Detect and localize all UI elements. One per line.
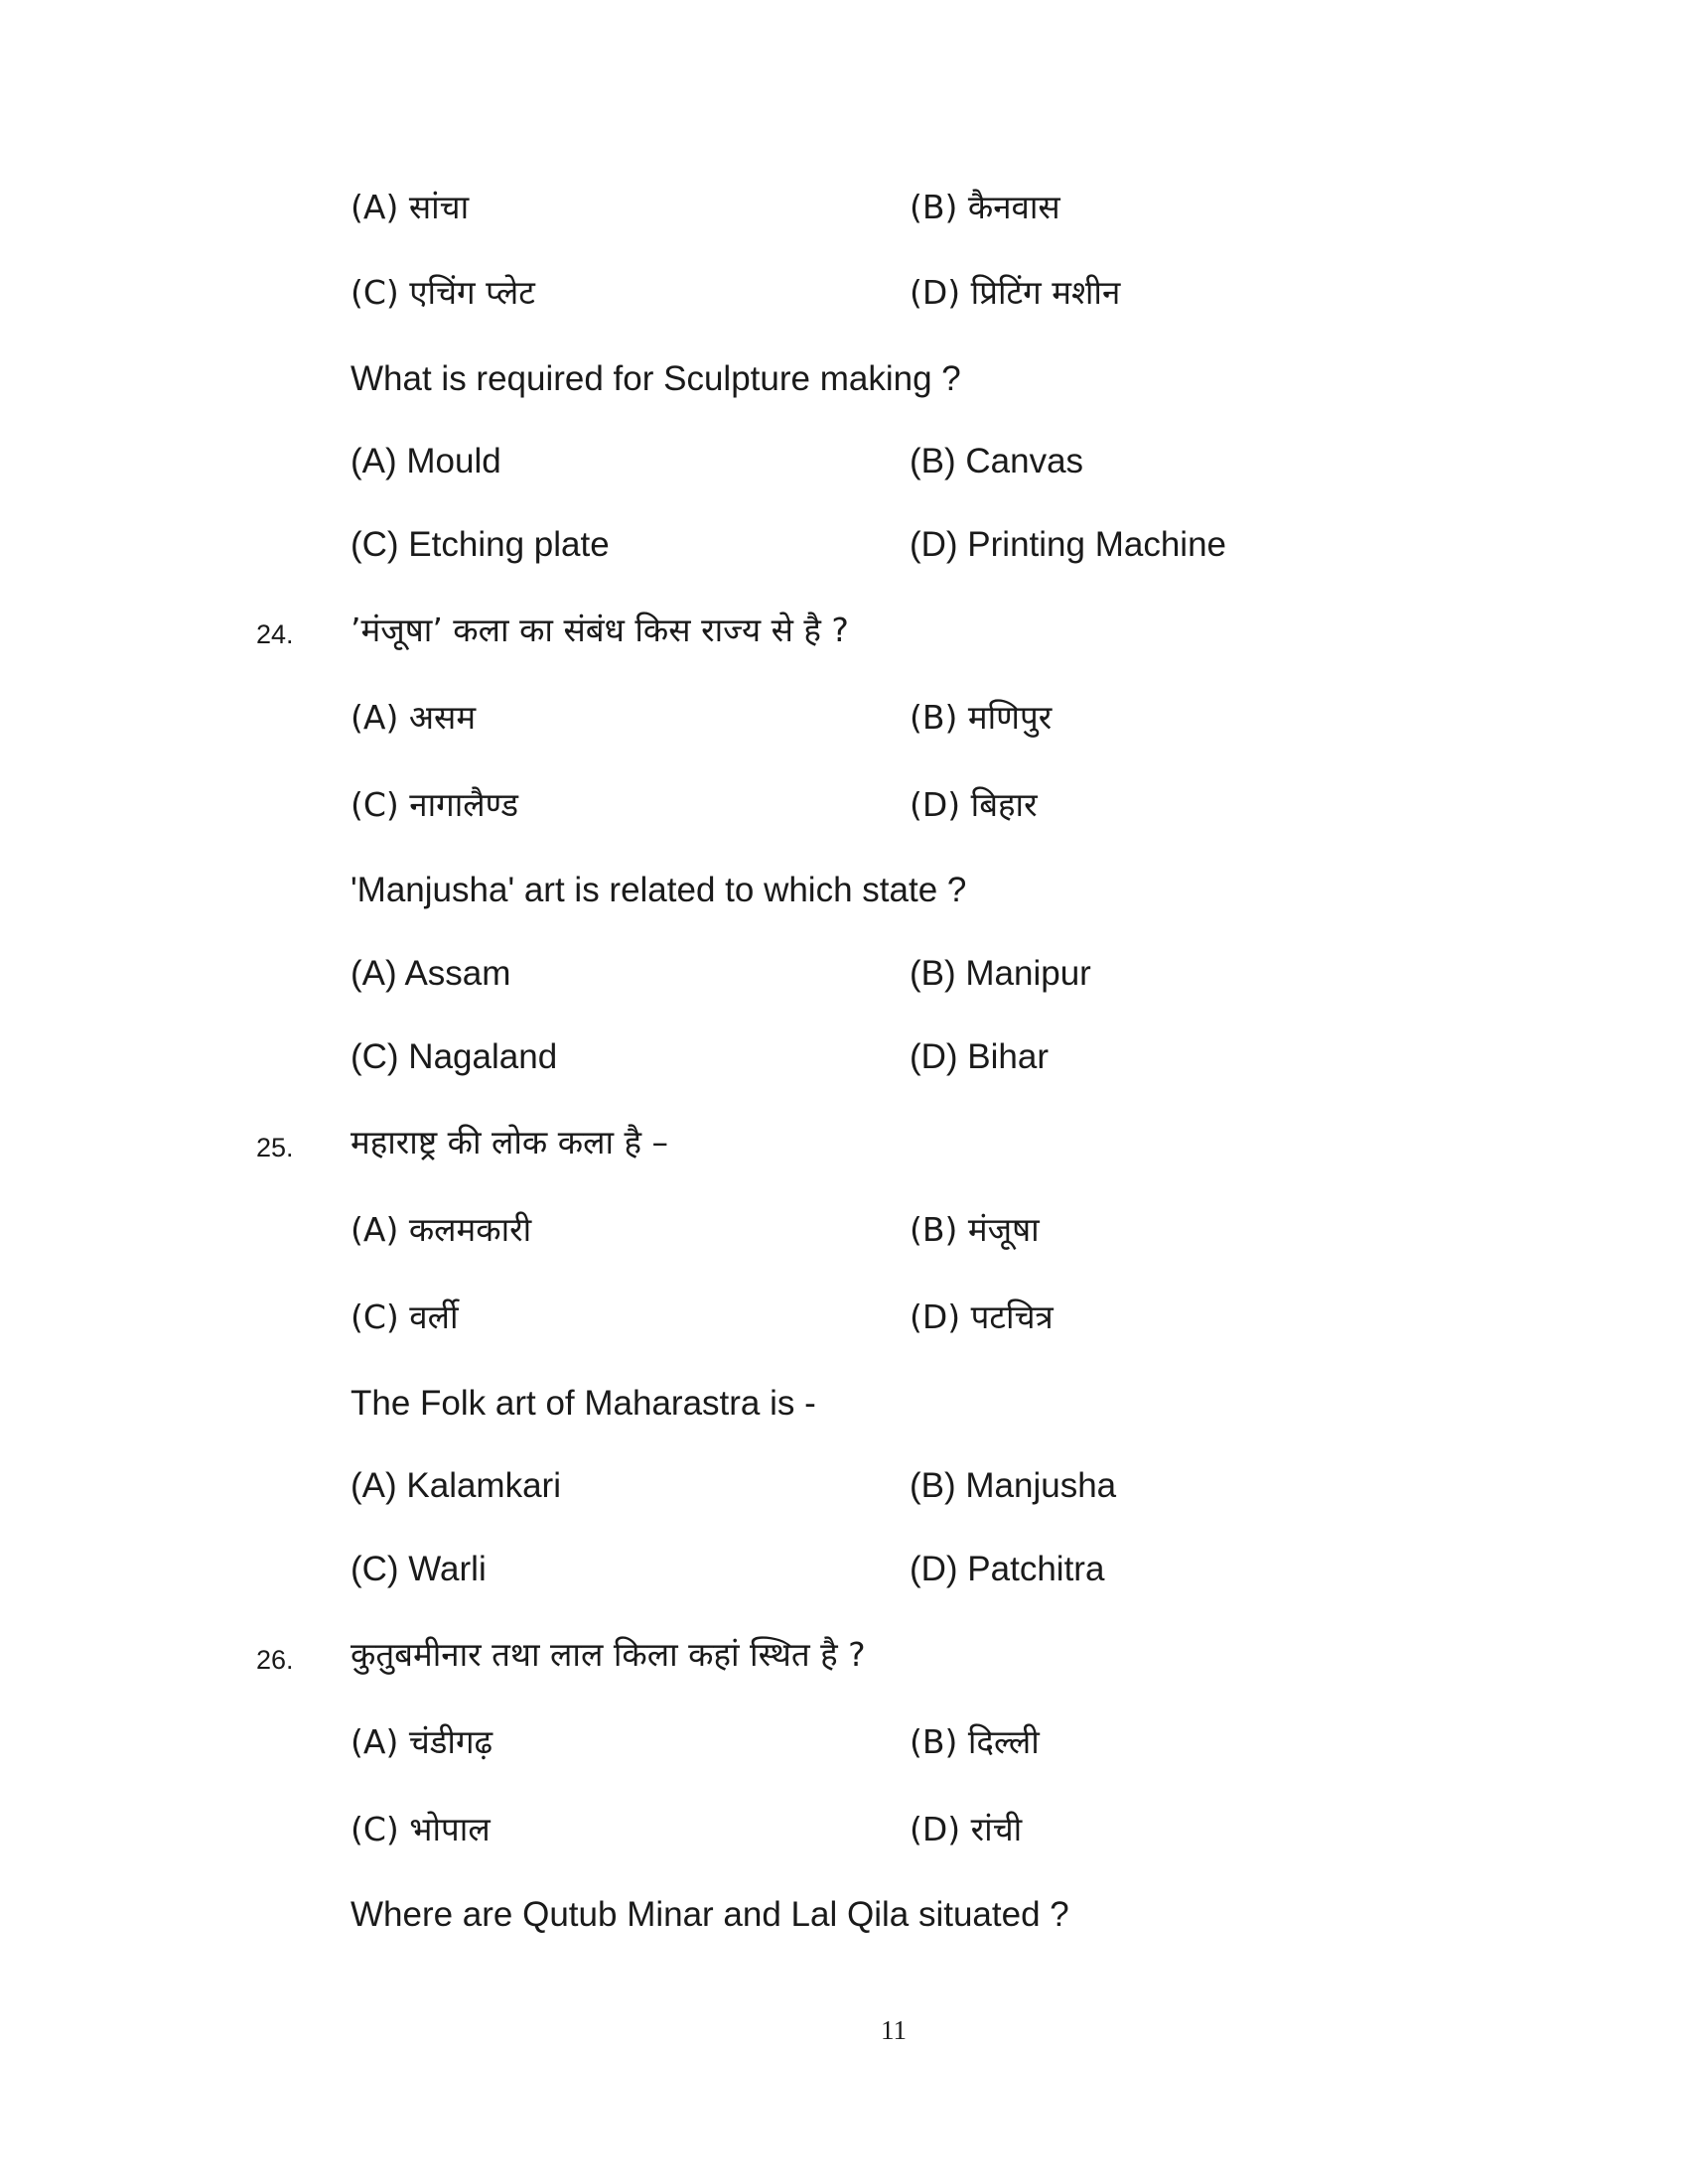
q24-english-option-c: (C) Nagaland [351, 1037, 558, 1076]
q23-hindi-option-b: (B) कैनवास [910, 188, 1060, 226]
q24-english-stem: 'Manjusha' art is related to which state ? [351, 871, 967, 909]
q25-hindi-option-a: (A) कलमकारी [351, 1210, 532, 1249]
q25-english-option-d: (D) Patchitra [910, 1550, 1105, 1588]
q26-hindi-option-c: (C) भोपाल [351, 1810, 491, 1848]
q25-hindi-option-d: (D) पटचित्र [910, 1297, 1054, 1336]
q26-hindi-option-a: (A) चंडीगढ़ [351, 1722, 493, 1761]
q26-english-stem: Where are Qutub Minar and Lal Qila situated ? [351, 1895, 1069, 1934]
q25-english-option-b: (B) Manjusha [910, 1466, 1117, 1505]
q24-english-option-a: (A) Assam [351, 954, 511, 993]
q24-number: 24. [256, 619, 294, 649]
q23-english-option-b: (B) Canvas [910, 442, 1084, 480]
q23-hindi-option-d: (D) प्रिटिंग मशीन [910, 273, 1121, 312]
q24-hindi-stem: ’मंजूषा’ कला का संबंध किस राज्य से है ? [351, 611, 849, 649]
q23-hindi-option-a: (A) सांचा [351, 188, 470, 226]
q24-english-option-d: (D) Bihar [910, 1037, 1050, 1076]
page-number: 11 [881, 2015, 907, 2045]
q25-hindi-option-b: (B) मंजूषा [910, 1210, 1040, 1249]
q24-english-option-b: (B) Manipur [910, 954, 1091, 993]
q26-hindi-option-d: (D) रांची [910, 1810, 1023, 1848]
q25-english-stem: The Folk art of Maharastra is - [351, 1384, 816, 1423]
q23-hindi-option-c: (C) एचिंग प्लेट [351, 273, 535, 312]
q26-number: 26. [256, 1645, 294, 1675]
q26-hindi-stem: कुतुबमीनार तथा लाल किला कहां स्थित है ? [351, 1635, 866, 1674]
q26-hindi-option-b: (B) दिल्ली [910, 1722, 1040, 1761]
q25-english-option-c: (C) Warli [351, 1550, 487, 1588]
q25-number: 25. [256, 1133, 294, 1162]
q23-english-option-d: (D) Printing Machine [910, 525, 1226, 564]
q25-hindi-stem: महाराष्ट्र की लोक कला है – [351, 1123, 669, 1161]
q23-english-option-c: (C) Etching plate [351, 525, 610, 564]
q24-hindi-option-a: (A) असम [351, 698, 477, 737]
q25-hindi-option-c: (C) वर्ली [351, 1297, 459, 1336]
q23-english-stem: What is required for Sculpture making ? [351, 359, 961, 398]
q24-hindi-option-c: (C) नागालैण्ड [351, 785, 518, 824]
q25-english-option-a: (A) Kalamkari [351, 1466, 561, 1505]
q24-hindi-option-d: (D) बिहार [910, 785, 1038, 824]
q23-english-option-a: (A) Mould [351, 442, 501, 480]
q24-hindi-option-b: (B) मणिपुर [910, 698, 1053, 737]
